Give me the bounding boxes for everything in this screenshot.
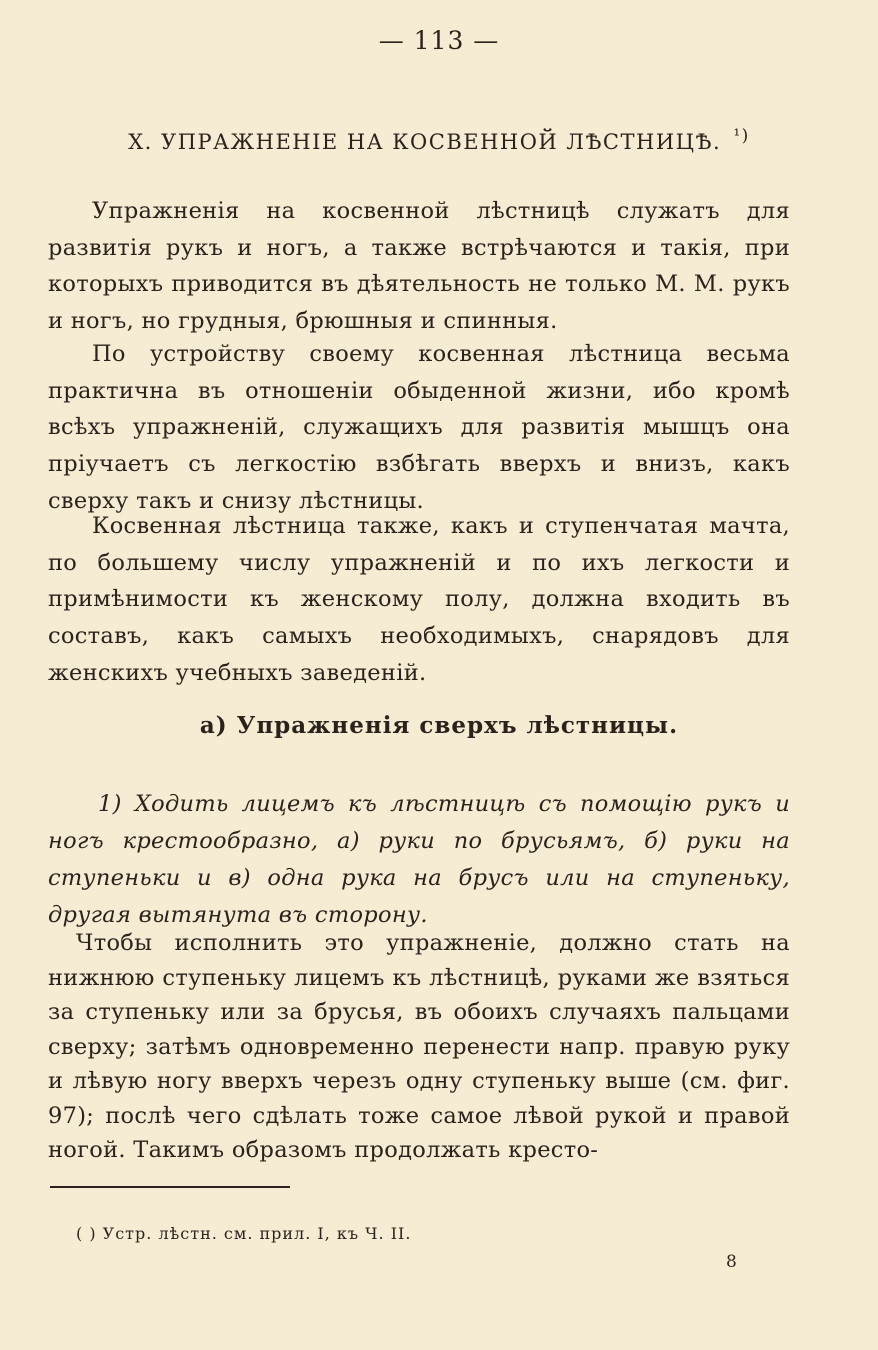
footnote: ( ) Устр. лѣстн. см. прил. I, къ Ч. II. bbox=[76, 1224, 412, 1243]
signature-mark: 8 bbox=[726, 1252, 737, 1272]
footnote-divider bbox=[50, 1186, 290, 1188]
paragraph-practicality: По устройству своему косвенная лѣстница весьма практична въ отношеніи обыденной жизни, ибо кромѣ всѣхъ упражненій, служащихъ для развитія мышцъ она пріучаетъ съ легкостію взбѣгать вверхъ и внизъ, какъ сверху такъ и снизу лѣстницы. bbox=[48, 341, 790, 514]
paragraph-instructions: Чтобы исполнить это упражненіе, должно стать на нижнюю ступеньку лицемъ къ лѣстницѣ, руками же взяться за ступеньку или за брусья, въ обоихъ случаяхъ пальцами сверху; затѣмъ одновременно перенести напр. правую руку и лѣвую ногу вверхъ черезъ одну ступеньку выше (см. фиг. 97); послѣ чего сдѣлать тоже самое лѣвой рукой и правой ногой. Такимъ образомъ продолжать кресто- bbox=[48, 930, 790, 1163]
exercise-1-heading: 1) Ходить лицемъ къ лѣстницѣ съ помощію рукъ и ногъ крестообразно, а) руки по брусьямъ, б) руки на ступеньки и в) одна рука на брусъ или на ступеньку, другая вытянута въ сторону. bbox=[48, 791, 790, 928]
page-number: — 113 — bbox=[378, 26, 500, 55]
section-title bbox=[0, 126, 878, 154]
section-title-text: X. УПРАЖНЕНІЕ НА КОСВЕННОЙ ЛѢСТНИЦѢ. bbox=[128, 130, 722, 154]
paragraph-female-schools: Косвенная лѣстница также, какъ и ступенчатая мачта, по большему числу упражненій и по ихъ легкости и примѣнимости къ женскому полу, должна входить въ составъ, какъ самыхъ необходимыхъ, снарядовъ для женскихъ учебныхъ заведеній. bbox=[48, 513, 790, 686]
footnote-mark: ¹) bbox=[733, 126, 750, 146]
subheading-exercises-above: а) Упражненія сверхъ лѣстницы. bbox=[199, 712, 679, 739]
paragraph-intro: Упражненія на косвенной лѣстницѣ служатъ для развитія рукъ и ногъ, а также встрѣчаются и такія, при которыхъ приводится въ дѣятельность не только М. М. рукъ и ногъ, но грудныя, брюшныя и спинныя. bbox=[48, 198, 790, 335]
